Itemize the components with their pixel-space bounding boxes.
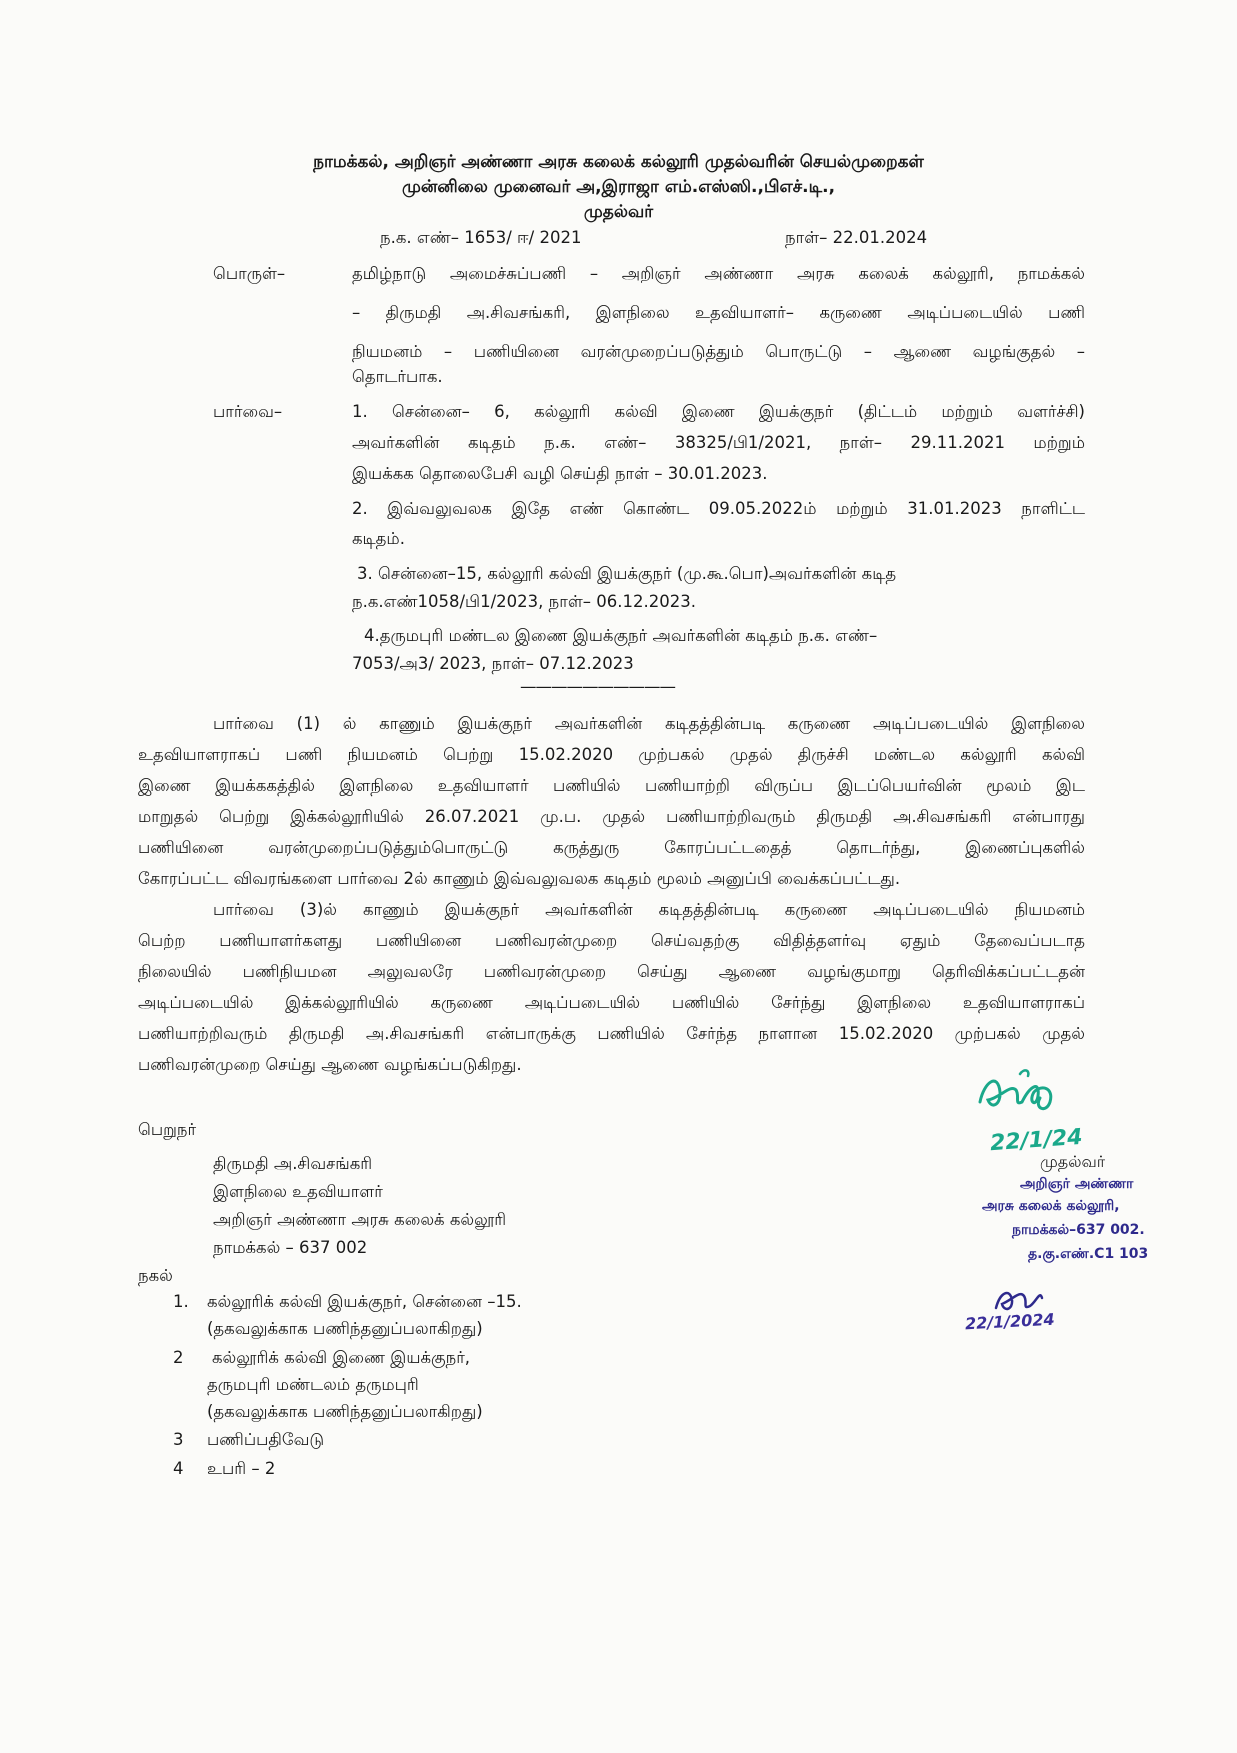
reference-line: 2. இவ்வலுவலக இதே எண் கொண்ட 09.05.2022ம் மற்றும் 31.01.2023 நாளிட்ட	[352, 499, 1085, 518]
seal-line: அரசு கலைக் கல்லூரி,	[982, 1198, 1120, 1214]
reference-line: 7053/அ3/ 2023, நாள்– 07.12.2023	[352, 654, 634, 673]
seal-line: அறிஞர் அண்ணா	[1020, 1176, 1134, 1192]
body-line: மாறுதல் பெற்று இக்கல்லூரியில் 26.07.2021 மு.ப. முதல் பணியாற்றிவரும் திருமதி அ.சிவசங்கரி என்பாரது	[138, 807, 1085, 826]
copy-item-line: (தகவலுக்காக பணிந்தனுப்பலாகிறது)	[207, 1402, 483, 1421]
signature-title: முதல்வர்	[1040, 1152, 1106, 1171]
copy-item-number: 1.	[173, 1292, 189, 1311]
copy-item-line: கல்லூரிக் கல்வி இயக்குநர், சென்னை –15.	[207, 1292, 522, 1311]
subject-line: – திருமதி அ.சிவசங்கரி, இளநிலை உதவியாளர்– கருணை அடிப்படையில் பணி	[352, 303, 1085, 322]
recipient-line: அறிஞர் அண்ணா அரசு கலைக் கல்லூரி	[213, 1210, 507, 1229]
header-line-2: முன்னிலை முனைவர் அ,இராஜா எம்.எஸ்ஸி.,பிஎச்.டி.,	[401, 177, 836, 197]
reference-separator: ——————————	[520, 677, 675, 696]
copy-item-number: 4	[173, 1459, 184, 1478]
reference-line: ந.க.எண்1058/பி1/2023, நாள்– 06.12.2023.	[352, 592, 696, 611]
body-line: பார்வை (1) ல் காணும் இயக்குநர் அவர்களின் கடிதத்தின்படி கருணை அடிப்படையில் இளநிலை	[213, 714, 1085, 733]
copy-item-line: கல்லூரிக் கல்வி இணை இயக்குநர்,	[212, 1348, 471, 1367]
subject-line: நியமனம் – பணியினை வரன்முறைப்படுத்தும் பொருட்டு – ஆணை வழங்குதல் –	[352, 342, 1085, 361]
recipient-line: இளநிலை உதவியாளர்	[213, 1182, 383, 1201]
subject-label: பொருள்–	[213, 264, 286, 283]
recipient-line: நாமக்கல் – 637 002	[213, 1238, 368, 1257]
reference-line: கடிதம்.	[352, 529, 405, 548]
header-line-1: நாமக்கல், அறிஞர் அண்ணா அரசு கலைக் கல்லூரி முதல்வரின் செயல்முறைகள்	[313, 152, 924, 172]
signature-date: 22/1/24	[989, 1124, 1084, 1157]
reference-line: இயக்கக தொலைபேசி வழி செய்தி நாள் – 30.01.2023.	[352, 464, 768, 483]
copy-item-line: தருமபுரி மண்டலம் தருமபுரி	[207, 1375, 419, 1394]
body-line: பணியினை வரன்முறைப்படுத்தும்பொருட்டு கருத்துரு கோரப்பட்டதைத் தொடர்ந்து, இணைப்புகளில்	[138, 838, 1085, 857]
body-line: பார்வை (3)ல் காணும் இயக்குநர் அவர்களின் கடிதத்தின்படி கருணை அடிப்படையில் நியமனம்	[213, 900, 1085, 919]
reference-line: 4.தருமபுரி மண்டல இணை இயக்குநர் அவர்களின் கடிதம் ந.க. எண்–	[364, 626, 878, 645]
body-line: கோரப்பட்ட விவரங்களை பார்வை 2ல் காணும் இவ்வலுவலக கடிதம் மூலம் அனுப்பி வைக்கப்பட்டது.	[138, 869, 901, 888]
body-line: பெற்ற பணியாளர்களது பணியினை பணிவரன்முறை செய்வதற்கு விதித்தளர்வு ஏதும் தேவைப்படாத	[138, 931, 1085, 950]
copy-item-line: (தகவலுக்காக பணிந்தனுப்பலாகிறது)	[207, 1319, 483, 1338]
body-line: பணியாற்றிவரும் திருமதி அ.சிவசங்கரி என்பாருக்கு பணியில் சேர்ந்த நாளான 15.02.2020 முற்பகல் முதல்	[138, 1024, 1085, 1043]
references-label: பார்வை–	[213, 402, 283, 421]
body-line: அடிப்படையில் இக்கல்லூரியில் கருணை அடிப்படையில் பணியில் சேர்ந்து இளநிலை உதவியாளராகப்	[138, 993, 1085, 1012]
recipient-line: திருமதி அ.சிவசங்கரி	[213, 1154, 373, 1173]
copy-item-number: 3	[173, 1430, 184, 1449]
copy-item-line: உபரி – 2	[207, 1459, 276, 1478]
header-line-3: முதல்வர்	[583, 202, 654, 222]
seal-line: த.கு.எண்.C1 103	[1028, 1246, 1149, 1262]
second-date: 22/1/2024	[964, 1309, 1056, 1334]
body-line: இணை இயக்ககத்தில் இளநிலை உதவியாளர் பணியில் பணியாற்றி விருப்ப இடப்பெயர்வின் மூலம் இட	[138, 776, 1085, 795]
ref-date: நாள்– 22.01.2024	[785, 228, 928, 247]
copy-label: நகல்	[138, 1266, 173, 1285]
reference-line: 1. சென்னை– 6, கல்லூரி கல்வி இணை இயக்குநர் (திட்டம் மற்றும் வளர்ச்சி)	[352, 402, 1085, 421]
seal-line: நாமக்கல்–637 002.	[1012, 1222, 1145, 1238]
copy-item-number: 2	[173, 1348, 184, 1367]
subject-line: தொடர்பாக.	[352, 367, 443, 386]
subject-line: தமிழ்நாடு அமைச்சுப்பணி – அறிஞர் அண்ணா அரசு கலைக் கல்லூரி, நாமக்கல்	[352, 264, 1085, 283]
recipient-label: பெறுநர்	[138, 1120, 197, 1139]
copy-item-line: பணிப்பதிவேடு	[207, 1430, 325, 1449]
reference-line: அவர்களின் கடிதம் ந.க. எண்– 38325/பி1/2021, நாள்– 29.11.2021 மற்றும்	[352, 433, 1085, 452]
body-line: உதவியாளராகப் பணி நியமனம் பெற்று 15.02.2020 முற்பகல் முதல் திருச்சி மண்டல கல்லூரி கல்வி	[138, 745, 1085, 764]
body-line: பணிவரன்முறை செய்து ஆணை வழங்கப்படுகிறது.	[138, 1055, 522, 1074]
reference-line: 3. சென்னை–15, கல்லூரி கல்வி இயக்குநர் (மு.கூ.பொ)அவர்களின் கடித	[357, 564, 897, 583]
ref-number: ந.க. எண்– 1653/ ஈ/ 2021	[380, 228, 582, 247]
body-line: நிலையில் பணிநியமன அலுவலரே பணிவரன்முறை செய்து ஆணை வழங்குமாறு தெரிவிக்கப்பட்டதன்	[138, 962, 1085, 981]
